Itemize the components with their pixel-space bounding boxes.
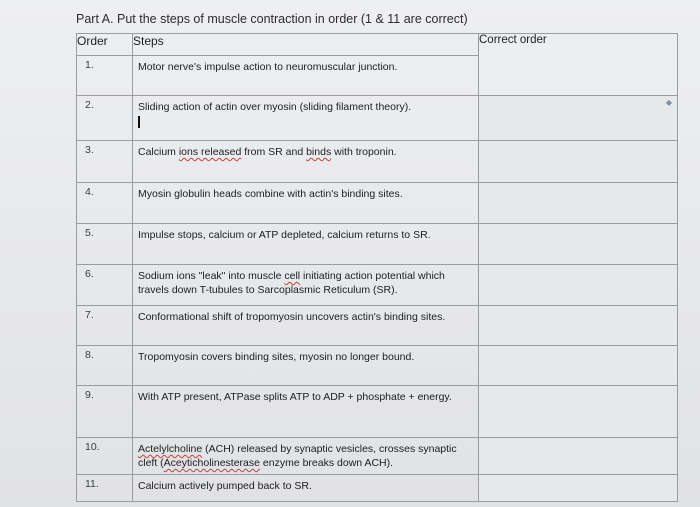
table-row <box>77 141 678 183</box>
correct-order-cell[interactable] <box>479 475 678 502</box>
order-cell <box>77 96 133 141</box>
order-cell <box>77 386 133 438</box>
correct-order-cell[interactable] <box>479 183 678 224</box>
order-number: 7. <box>85 309 94 321</box>
page-title: Part A. Put the steps of muscle contraction in order (1 & 11 are correct) <box>76 12 468 26</box>
step-cell[interactable] <box>133 224 479 265</box>
step-text: Myosin globulin heads combine with actin's binding sites. <box>138 188 403 200</box>
step-cell[interactable] <box>133 438 479 475</box>
step-cell[interactable] <box>133 56 479 96</box>
order-number: 10. <box>85 441 100 453</box>
steps-header: Steps <box>133 34 479 56</box>
steps-table <box>76 33 678 502</box>
order-number: 2. <box>85 99 94 111</box>
order-number: 3. <box>85 144 94 156</box>
order-cell <box>77 346 133 386</box>
table-row <box>77 96 678 141</box>
order-number: 4. <box>85 186 94 198</box>
correct-order-header: Correct order <box>479 34 678 96</box>
order-cell <box>77 141 133 183</box>
step-text: Conformational shift of tropomyosin uncovers actin's binding sites. <box>138 311 446 323</box>
step-text: Tropomyosin covers binding sites, myosin no longer bound. <box>138 351 415 363</box>
order-number: 9. <box>85 389 94 401</box>
text-cursor <box>138 116 140 128</box>
table-row <box>77 346 678 386</box>
step-text: Calcium ions released from SR and binds with troponin. <box>138 146 397 158</box>
table-row <box>77 183 678 224</box>
step-cell[interactable] <box>133 306 479 346</box>
table-row <box>77 265 678 306</box>
order-cell <box>77 265 133 306</box>
order-number: 6. <box>85 268 94 280</box>
order-cell <box>77 438 133 475</box>
step-text: With ATP present, ATPase splits ATP to ADP + phosphate + energy. <box>138 391 452 403</box>
order-cell <box>77 56 133 96</box>
order-cell <box>77 475 133 502</box>
correct-order-cell[interactable] <box>479 386 678 438</box>
table-row <box>77 224 678 265</box>
step-text: Impulse stops, calcium or ATP depleted, calcium returns to SR. <box>138 229 431 241</box>
step-cell[interactable] <box>133 141 479 183</box>
step-text: Sliding action of actin over myosin (sliding filament theory). <box>138 101 412 113</box>
correct-order-cell[interactable] <box>479 141 678 183</box>
step-text: Actelylcholine (ACH) released by synaptic vesicles, crosses synaptic cleft (Aceyticholinesterase enzyme breaks down ACH). <box>138 443 457 469</box>
correct-order-cell[interactable] <box>479 438 678 475</box>
resize-handle-icon[interactable]: ◆ <box>665 98 673 107</box>
order-number: 5. <box>85 227 94 239</box>
step-cell[interactable] <box>133 475 479 502</box>
correct-order-cell[interactable] <box>479 306 678 346</box>
correct-order-cell[interactable] <box>479 265 678 306</box>
table-row <box>77 386 678 438</box>
step-cell[interactable] <box>133 96 479 141</box>
table-row <box>77 475 678 502</box>
step-text: Sodium ions "leak" into muscle cell initiating action potential which travels down T-tubules to Sarcoplasmic Reticulum (SR). <box>138 270 445 296</box>
correct-order-cell[interactable] <box>479 96 678 141</box>
correct-order-cell[interactable] <box>479 224 678 265</box>
table-row <box>77 438 678 475</box>
step-cell[interactable] <box>133 386 479 438</box>
table-row <box>77 306 678 346</box>
correct-order-cell[interactable] <box>479 346 678 386</box>
order-cell <box>77 183 133 224</box>
order-cell <box>77 306 133 346</box>
order-number: 8. <box>85 349 94 361</box>
header-row <box>77 34 678 56</box>
step-text: Motor nerve's impulse action to neuromuscular junction. <box>138 61 398 73</box>
step-cell[interactable] <box>133 265 479 306</box>
order-header: Order <box>77 34 133 56</box>
order-number: 11. <box>85 478 99 490</box>
order-cell <box>77 224 133 265</box>
step-cell[interactable] <box>133 346 479 386</box>
order-number: 1. <box>85 59 94 71</box>
step-cell[interactable] <box>133 183 479 224</box>
step-text: Calcium actively pumped back to SR. <box>138 480 312 492</box>
